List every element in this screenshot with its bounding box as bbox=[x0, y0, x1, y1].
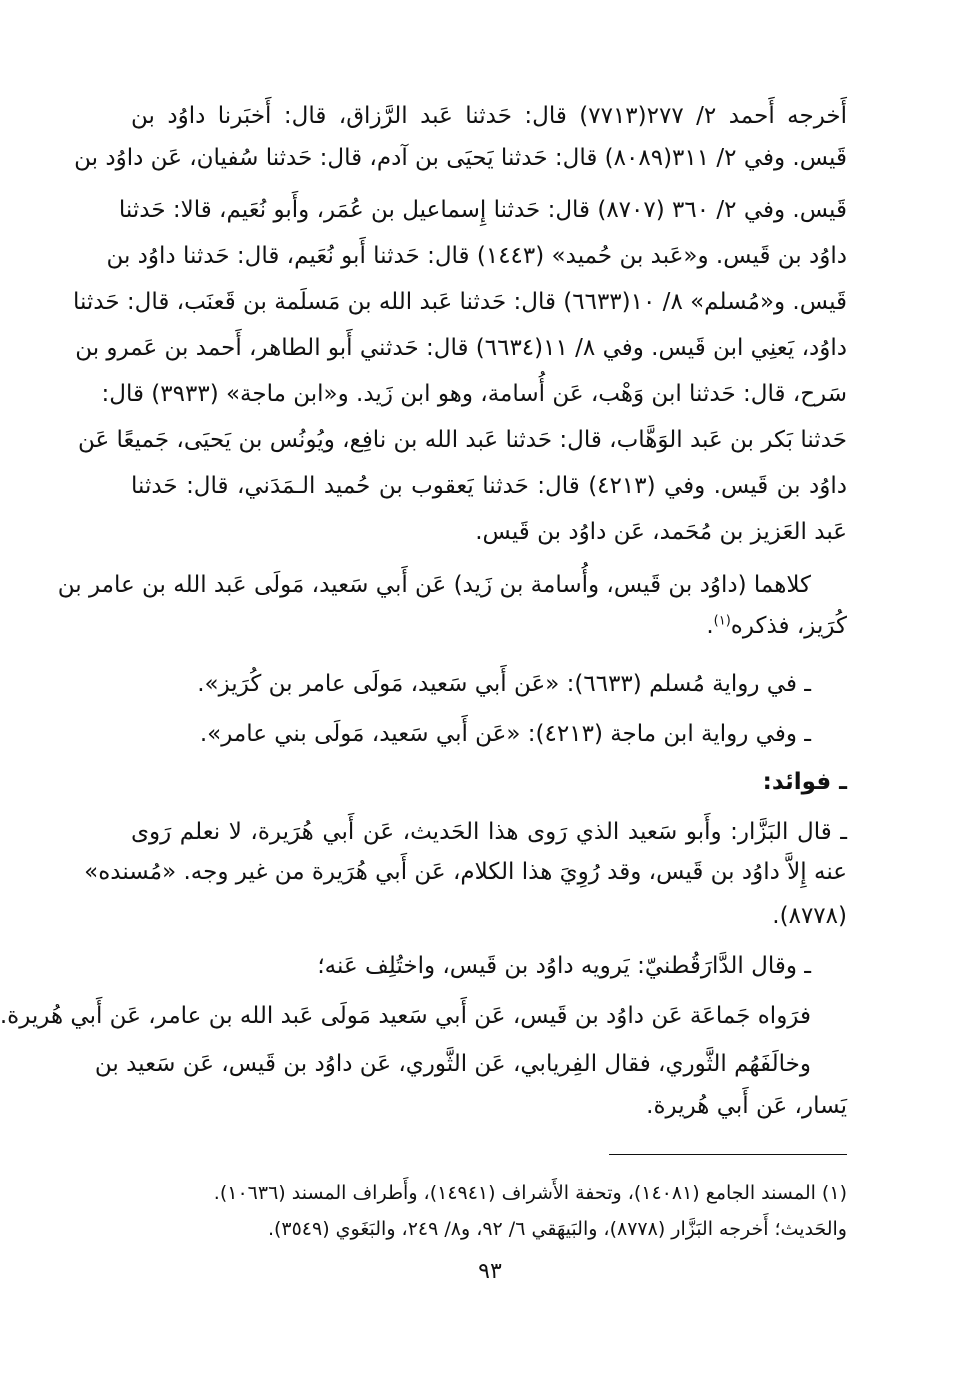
para5-line: فرَواه جَماعَة عَن داوُد بن قَيس، عَن أَبي سَعيد مَولَى عَبد الله بن عامر، عَن أَبي هُريرة. bbox=[0, 1003, 811, 1029]
para6-line-2: يَسار، عَن أَبي هُريرة. bbox=[646, 1093, 847, 1119]
para3-line-1: ـ قال البَزَّار: وأَبو سَعيد الذي رَوى هذا الحَديث، عَن أَبي هُرَيرة، لا نعلم رَوى bbox=[131, 819, 847, 845]
footnote-ref-1: (١) bbox=[713, 613, 731, 629]
para1-line-5: قَيس. و«مُسلم» ٨/ ١٠(٦٦٣٣) قال: حَدثنا عَبد الله بن مَسلَمة بن قَعنَب، قال: حَدثنا bbox=[72, 289, 847, 315]
para1-line-7: سَرح، قال: حَدثنا ابن وَهْب، عَن أُسامة، وهو ابن زَيد. و«ابن ماجة» (٣٩٣٣) قال: bbox=[101, 381, 847, 407]
para2-line-1: كلاهما (داوُد بن قَيس، وأُسامة بن زَيد) عَن أَبي سَعيد، مَولَى عَبد الله بن عامر بن bbox=[57, 572, 811, 598]
para1-line-6: داوُد، يَعنِي ابن قَيس. وفي ٨/ ١١(٦٦٣٤) قال: حَدثني أَبو الطاهر، أَحمد بن عَمرو بن bbox=[75, 335, 847, 361]
para1-line-3: قَيس. وفي ٢/ ٣٦٠ (٨٧٠٧) قال: حَدثنا إِسماعيل بن عُمَر، وأَبو نُعَيم، قالا: حَدثنا bbox=[118, 197, 847, 223]
section-heading-fawaid: ـ فوائد: bbox=[762, 769, 847, 795]
footnote-separator bbox=[609, 1154, 847, 1155]
footnote-1-continued: والحَديث؛ أَخرجه البَزَّار (٨٧٧٨)، والبَيهَقي ٦/ ٩٢، و٨/ ٢٤٩، والبَغَوي (٣٥٤٩). bbox=[267, 1218, 847, 1240]
para1-line-10: عَبد العَزيز بن مُحَمد، عَن داوُد بن قَيس. bbox=[475, 519, 847, 545]
para1-line-1: أَخرجه أَحمد ٢/ ٢٧٧(٧٧١٣) قال: حَدثنا عَبد الرَّزاق، قال: أَخبَرنا داوُد بن bbox=[131, 103, 848, 129]
para6-line-1: وخالَفَهُم الثَّوري، فقال الفِريابي، عَن الثَّوري، عَن داوُد بن قَيس، عَن سَعيد بن bbox=[94, 1051, 811, 1077]
para4-line: ـ وقال الدَّارَقُطنيّ: يَرويه داوُد بن قَيس، واختُلِف عَنه؛ bbox=[317, 953, 811, 979]
bullet-muslim: ـ في رواية مُسلم (٦٦٣٣): «عَن أَبي سَعيد، مَولَى عامر بن كُرَيز». bbox=[197, 671, 811, 697]
para1-line-9: داوُد بن قَيس. وفي (٤٢١٣) قال: حَدثنا يَعقوب بن حُميد الـمَدَني، قال: حَدثنا bbox=[131, 473, 847, 499]
page-number: ٩٣ bbox=[478, 1259, 502, 1284]
bullet-ibn-majah: ـ وفي رواية ابن ماجة (٤٢١٣): «عَن أَبي سَعيد، مَولَى بني عامر». bbox=[199, 721, 811, 747]
footnote-1: (١) المسند الجامع (١٤٠٨١)، وتحفة الأَشراف (١٤٩٤١)، وأَطراف المسند (١٠٦٣٦). bbox=[213, 1182, 847, 1204]
para1-line-2: قَيس. وفي ٢/ ٣١١(٨٠٨٩) قال: حَدثنا يَحيَى بن آدم، قال: حَدثنا سُفيان، عَن داوُد بن bbox=[74, 145, 847, 171]
para1-line-4: داوُد بن قَيس. و«عَبد بن حُميد» (١٤٤٣) قال: حَدثنا أَبو نُعَيم، قال: حَدثنا داوُد بن bbox=[106, 243, 847, 269]
para3-line-2: عنه إِلاَّ داوُد بن قَيس، وقد رُوِيَ هذا الكلام، عَن أَبي هُرَيرة من غير وجه. «مُسنده» bbox=[84, 859, 847, 885]
para3-line-3: (٨٧٧٨). bbox=[772, 903, 847, 929]
para2-line-2-text: كُرَيز، فذكره bbox=[730, 613, 847, 639]
para1-line-8: حَدثنا بَكر بن عَبد الوَهَّاب، قال: حَدثنا عَبد الله بن نافِع، ويُونُس بن يَحيَى، جَميعًا عَن bbox=[78, 427, 847, 453]
para2-line-2: كُرَيز، فذكره$^{(١)}$. bbox=[706, 613, 847, 639]
